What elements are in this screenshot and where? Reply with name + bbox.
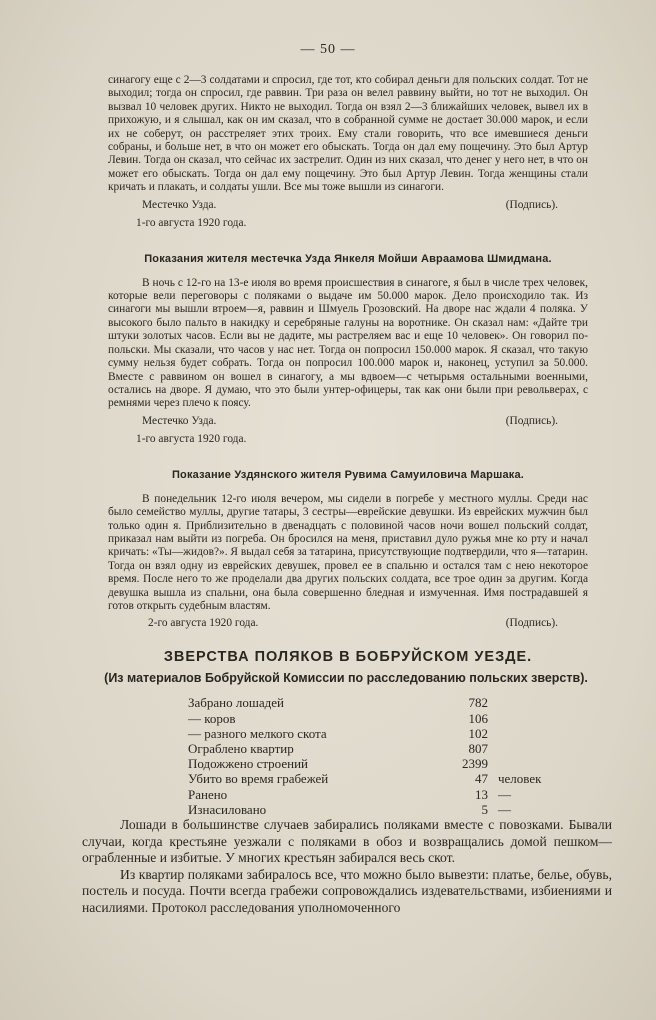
- section-title: ЗВЕРСТВА ПОЛЯКОВ В БОБРУЙСКОМ УЕЗДЕ.: [163, 649, 533, 666]
- stat-value: 782: [468, 695, 488, 711]
- stat-value: 2399: [462, 756, 488, 772]
- signature-label: (Подпись).: [505, 414, 558, 427]
- section-body: [82, 817, 612, 917]
- stat-unit: [488, 726, 578, 741]
- stat-unit: [488, 695, 578, 710]
- stat-value: 13: [475, 786, 488, 802]
- stat-value: 106: [468, 710, 488, 726]
- stat-row: [188, 726, 578, 741]
- stat-label: — разного мелкого скота: [188, 725, 327, 741]
- stat-unit: [488, 711, 578, 726]
- signature-row: [108, 415, 588, 429]
- stat-unit: человек: [498, 771, 542, 787]
- testimony-body: [108, 277, 588, 411]
- page-body: [82, 74, 612, 917]
- place-label: Местечко Узда.: [142, 414, 217, 427]
- stat-label: Изнасиловано: [188, 801, 267, 817]
- stat-unit: —: [498, 786, 511, 802]
- stat-value: 807: [468, 740, 488, 756]
- stat-row: [188, 771, 578, 786]
- signature-label: (Подпись).: [505, 617, 558, 630]
- stat-label: Ограблено квартир: [188, 740, 294, 756]
- date-line: 1-го августа 1920 года.: [136, 432, 247, 445]
- place-label: Местечко Узда.: [142, 198, 217, 211]
- page-number: — 50 —: [300, 42, 356, 57]
- date-line: 1-го августа 1920 года.: [136, 216, 247, 229]
- testimony-text: В понедельник 12-го июля вечером, мы сидели в погребе у местного муллы. Среди нас было семейство муллы, другие татары, 3 сестры—еврейские девушки. Из еврейских мужчин был только один я. Приблизительно в двенадцать с половиной часов ночи вошел польский солдат, приказал нам выйти из погреба. Он бросился на меня, приставил дуло ружья мне ко рту и начал кричать: «Ты—жидов?». Я выдал себя за татарина, присутствующие подтвердили, что я—татарин. Тогда он взял одну из еврейских девушек, провел ее в спальню и остался там с нею некоторое время. После него то же проделали два других польских солдата, все трое один за другим. Когда девушка вышла из спальни, она была совершенно бледная и измученная. Имя пострадавшей я готов открыть судебным властям.: [108, 492, 588, 612]
- section-paragraph: Из квартир поляками забиралось все, что можно было вывезти: платье, белье, обувь, постель и посуда. Почти всегда грабежи сопровождались издевательствами, избиениями и насилиями. Протокол расследования уполномоченного: [82, 866, 612, 915]
- stat-unit: [488, 756, 578, 771]
- stat-row: [188, 695, 578, 710]
- stat-unit: —: [498, 801, 511, 817]
- stat-label: Подожжено строений: [188, 756, 308, 772]
- section-paragraph: Лошади в большинстве случаев забирались поляками вместе с повозками. Бывали случаи, когда крестьяне уезжали с поляками в обоз и возвращались домой пешком—ограбленные и избитые. У многих крестьян забирался весь скот.: [82, 817, 612, 866]
- stat-label: Убито во время грабежей: [188, 771, 329, 787]
- testimony-body: [108, 493, 588, 614]
- stat-row: [188, 756, 578, 771]
- testimony-continued: [108, 74, 588, 195]
- date-line: 2-го августа 1920 года.: [148, 617, 259, 630]
- stat-label: Ранено: [188, 786, 228, 802]
- signature-label: (Подпись).: [505, 198, 558, 211]
- stat-value: 5: [481, 801, 488, 817]
- signature-row: [108, 199, 588, 213]
- testimony-text: В ночь с 12-го на 13-е июля во время происшествия в синагоге, я был в числе трех человек, которые вели переговоры с поляками о выдаче им 50.000 марок. Дело происходило так. Из синагоги мы вышли втроем—я, раввин и Шмуель Грозовский. На дворе нас ждали 4 поляка. У высокого было пальто в накидку и серебряные галуны на воротнике. Он сказал нам: «Дайте три штуки золотых часов. Если вы не дадите, мы растреляем вас и еще 10 человек». Он говорил по-польски. Мы сказали, что часов у нас нет. Тогда он попросил 150.000 марок. Я сказал, что такую сумму нельзя будет собрать. Тогда он попросил 100.000 марок и, наконец, уступил за 50.000. Вместе с раввином он вошел в синагогу, а мы вдвоем—с четырьмя остальными военными, остались на дворе. Я думаю, что это были унтер-офицеры, так как они были при револьверах, с ремнями через плечо к поясу.: [108, 276, 588, 410]
- stat-value: 47: [475, 771, 488, 787]
- stat-unit: [488, 741, 578, 756]
- stat-label: Забрано лошадей: [188, 695, 284, 711]
- section-subtitle: (Из материалов Бобруйской Комиссии по расследованию польских зверств).: [104, 671, 588, 686]
- stat-row: [188, 741, 578, 756]
- stat-row: [188, 787, 578, 802]
- statistics-table: [188, 695, 578, 817]
- testimony-heading: Показания жителя местечка Узда Янкеля Мойши Авраамова Шмидмана.: [144, 252, 552, 265]
- stat-row: [188, 711, 578, 726]
- testimony-continued-text: синагогу еще с 2—3 солдатами и спросил, где тот, кто собирал деньги для польских солдат. Тот не выходил; тогда он спросил, где раввин. Три раза он велел раввину выйти, но тот не выходил. Он вызвал 10 человек других. Никто не выходил. Тогда он взял 2—3 ближайших человек, вывел их в прихожую, и я слышал, как он им сказал, что в собранной сумме не достает 30.000 марок, и если их не соберут, он расстреляет этих троих. Ему стали говорить, что все имевшиеся деньги собраны, и больше нет, в что он может его обыскать. Тогда он дал ему пощечину. Это был Артур Левин. Тогда он сказал, что сейчас их застрелит. Один из них сказал, что денег у него нет, в что он может его обыскать. Тогда он дал ему пощечину. Это был Артур Левин. Тогда женщины стали кричать и плакать, и солдаты ушли. Все мы тоже вышли из синагоги.: [108, 74, 588, 194]
- stat-value: 102: [468, 725, 488, 741]
- testimony-heading: Показание Уздянского жителя Рувима Самуиловича Маршака.: [171, 468, 525, 481]
- stat-label: — коров: [188, 710, 236, 726]
- stat-row: [188, 802, 578, 817]
- signature-row: [108, 617, 588, 631]
